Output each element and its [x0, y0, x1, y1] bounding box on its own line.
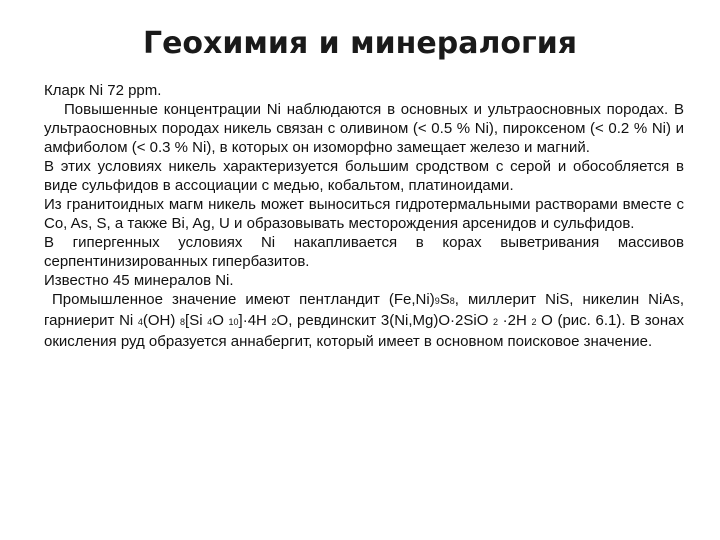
- industrial-text-7: ]·4H: [238, 312, 272, 329]
- industrial-text-6: O: [212, 312, 229, 329]
- subscript: 2: [531, 317, 537, 327]
- paragraph-granitoid: Из гранитоидных магм никель может выноситься гидротермальными растворами вместе с Co, As, S, а также Bi, Ag, U и образовывать месторождения арсенидов и сульфидов.: [44, 196, 684, 232]
- paragraph-clarke: Кларк Ni 72 ppm.: [44, 82, 162, 99]
- paragraph-supergene: В гипергенных условиях Ni накапливается в корах выветривания массивов серпентинизированных гипербазитов.: [44, 234, 684, 270]
- industrial-text-8: O, ревдинскит 3(Ni,Mg)O·2SiO: [276, 312, 494, 329]
- paragraph-concentrations: Повышенные концентрации Ni наблюдаются в основных и ультраосновных породах. В ультраосновных породах никель связан с оливином (< 0.5 % Ni), пироксеном (< 0.2 % Ni) и амфиболом (< 0.3 % Ni), в которых он изоморфно замещает железо и магний.: [44, 101, 684, 156]
- industrial-text-3: , миллерит NiS, никелин NiAs, гарниерит Ni: [44, 291, 684, 329]
- slide-body: [44, 81, 684, 351]
- subscript: 8: [449, 296, 455, 306]
- paragraph-sulfides: В этих условиях никель характеризуется большим сродством с серой и обособляется в виде сульфидов в ассоциации с медью, кобальтом, платиноидами.: [44, 158, 684, 194]
- industrial-text-1: Промышленное значение имеют пентландит (Fe,Ni): [52, 291, 435, 308]
- industrial-text-2: S: [439, 291, 450, 308]
- slide-title: Геохимия и минералогия: [142, 26, 578, 61]
- industrial-text-4: (OH): [142, 312, 181, 329]
- industrial-text-9: ·2H: [498, 312, 532, 329]
- subscript: 4: [137, 317, 143, 327]
- industrial-text-5: [Si: [185, 312, 208, 329]
- subscript: 8: [180, 317, 186, 327]
- subscript: 9: [434, 296, 440, 306]
- subscript: 10: [228, 317, 239, 327]
- industrial-text-10: O (рис. 6.1). В зонах окисления руд образуется аннабергит, который имеет в основном поисковое значение.: [44, 312, 684, 350]
- subscript: 2: [271, 317, 277, 327]
- paragraph-minerals-count: Известно 45 минералов Ni.: [44, 272, 234, 289]
- subscript: 2: [493, 317, 499, 327]
- subscript: 4: [207, 317, 213, 327]
- paragraph-industrial: [44, 290, 684, 351]
